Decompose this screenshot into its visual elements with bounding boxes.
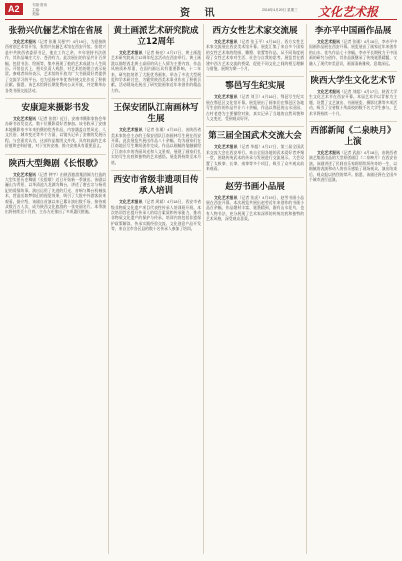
article-headline: 陕西大学生文化艺术节 xyxy=(310,76,396,87)
news-article xyxy=(5,26,106,94)
newspaper-masthead: 文化艺术报 xyxy=(318,5,379,19)
article-body xyxy=(5,173,106,216)
article-text: （记者 华超）4月17日，第三届全国武术交流大会在西安举行。来自全国各地的武术爱好者齐聚一堂，围绕传统武术的传承与发展进行交流展示。大会设置了太极拳、长拳、南拳等多个项目，吸引了众多观众前来观看。 xyxy=(206,145,304,172)
article-text: （记者 张瑾 吴曼宇）4月19日，为迎接陕西省创艺术馆开馆，张勃兴伉俪艺术馆在西安开馆。张勃兴是中共陕西省委原书记，他在工作之余，多年坚持书法创作，其作品端庄大方、苍劲有力。此次展出的作品共计百余幅，包括书法、绘画等，集中展现了他的艺术成就与人生阅历。开馆仪式上，相关负责人致辞，对艺术馆的建立表示祝贺。参观者纷纷表示，艺术馆的开放为广大书画爱好者提供了交流学习的平台，也为弘扬中华优秀传统文化作出了积极贡献。据悉，该艺术馆将长期免费向公众开放，并定期举办各类书画交流活动。 xyxy=(5,40,106,93)
news-article xyxy=(206,131,304,172)
article-headline: 第三届全国武术交流大会 xyxy=(208,131,302,142)
article-divider xyxy=(5,98,106,99)
article-divider xyxy=(206,126,304,127)
article-byline: 文化艺术报讯 xyxy=(214,195,238,200)
article-headline: 张勃兴伉俪艺术馆在省展 xyxy=(8,26,103,36)
article-headline: 王保安团队江南画林写生展 xyxy=(113,103,199,125)
edition-meta-line: 美编： xyxy=(32,12,43,16)
article-headline: 陕西大型舞剧《长恨歌》 xyxy=(8,158,103,169)
article-body xyxy=(309,90,397,117)
column-divider xyxy=(203,24,204,554)
article-body xyxy=(206,40,304,72)
article-divider xyxy=(111,170,201,171)
news-column xyxy=(309,24,397,554)
column-divider xyxy=(306,24,307,554)
article-body xyxy=(111,51,201,94)
article-byline: 文化艺术报讯 xyxy=(13,117,36,122)
news-column xyxy=(111,24,201,554)
article-byline: 文化艺术报讯 xyxy=(214,95,238,100)
article-divider xyxy=(206,76,304,77)
article-byline: 文化艺术报讯 xyxy=(119,128,143,133)
article-byline: 文化艺术报讯 xyxy=(119,51,143,55)
article-body xyxy=(206,95,304,122)
article-body xyxy=(5,117,106,149)
article-byline: 文化艺术报讯 xyxy=(214,40,238,44)
news-column xyxy=(5,24,106,554)
article-headline: 西安市省级非遗项目传承人培训 xyxy=(113,175,199,197)
article-divider xyxy=(111,98,201,99)
article-body xyxy=(5,40,106,94)
article-byline: 文化艺术报讯 xyxy=(214,145,238,150)
page-number-tag: A2 xyxy=(5,3,23,15)
article-text: （记者 张勃）近日，安康市摄影家协会举办新书首发仪式，数十位摄影爱好者参加。该书收录了安康本地摄影家多年来拍摄的优秀作品，内容涵盖自然风光、人文民俗、城市变迁等多个方面，以镜头记录了安康的发展历程。与会嘉宾认为，这部作品集图文并茂，具有较高的艺术价值和史料价值，对于宣传安康、推介安康具有重要意义。 xyxy=(5,117,106,149)
news-article xyxy=(309,126,397,183)
page-header xyxy=(0,0,402,20)
article-body xyxy=(309,40,397,67)
article-text: （记者 张玉平）4月16日，西方女性艺术家交流展在西安美术馆开幕。展览汇集了来自多个国家的女性艺术家的绘画、雕塑、装置等作品，从不同角度展现了女性艺术家对生活、社会与自我的思考。展览旨在搭建中西方艺术交流的桥梁，促进不同文化之间的相互理解与借鉴。展期为期一个月。 xyxy=(206,40,304,72)
article-byline: 文化艺术报讯 xyxy=(13,172,36,177)
news-article xyxy=(111,26,201,94)
article-divider xyxy=(309,71,397,72)
article-text: （记者 杨亮）4月17日，黄土画派艺术研究院成立12周年纪念活动在西安举行。黄土画派以描绘西北黄土高原的风土人情为主要内容，作品风格质朴厚重，在国内画坛具有重要影响。十二年来，研究院培养了大批优秀画家，举办了多次大型展览和学术研讨会，为繁荣陕西美术事业作出了积极贡献。活动现场还展出了研究院画家近年来创作的精品力作。 xyxy=(111,51,201,93)
section-name: 资 讯 xyxy=(180,8,221,19)
news-article xyxy=(206,81,304,122)
article-text: （记者 刘卫）4月16日，鄠邑写生纪实展在鄠邑区文化馆开幕。展览展出了画家们在鄠邑区各地写生创作的作品共计六十余幅，作品以鄠邑的山水田园、古村老巷为主要描绘对象，真实记录了当地的自然风貌和人文变迁，受到观众好评。 xyxy=(206,95,304,122)
article-text: （记者 周斌）4月18日，西安市省级非物质文化遗产项目代表性传承人培训班开班。本次培训旨在提升传承人的综合素质和传承能力，推动非物质文化遗产的保护与传承。培训内容包括非遗保护政策解读、传承实践经验交流、文化创意产品开发等，来自全市各区县的数十名传承人参加了培训。 xyxy=(111,200,201,232)
article-byline: 文化艺术报讯 xyxy=(13,40,37,44)
article-divider xyxy=(5,154,106,155)
article-byline: 文化艺术报讯 xyxy=(317,151,340,156)
article-headline: 黄土画派艺术研究院成立12周年 xyxy=(113,26,199,47)
news-article xyxy=(206,182,304,223)
article-byline: 文化艺术报讯 xyxy=(317,40,340,44)
news-article xyxy=(111,103,201,166)
article-text: （记者 刘超）4月17日，陕西大学生文化艺术节在西安开幕。本届艺术节以青春为主题，设置了文艺演出、书画展览、摄影比赛等多项活动，吸引了全省数十所高校的数千名大学生参与。艺术节将持续一个月。 xyxy=(309,90,397,116)
news-article xyxy=(5,159,106,216)
article-body xyxy=(111,200,201,232)
article-headline: 安康迎来摄影书发 xyxy=(21,103,90,114)
news-article xyxy=(309,26,397,67)
news-article xyxy=(309,76,397,117)
news-article xyxy=(206,26,304,72)
issue-date: 2016年4月20日 星期三 xyxy=(262,8,298,12)
article-text: （记者 张瑾）4月16日，李亦平中国画作品展在西安开幕。展览展出了画家近年来创作的山水、花鸟作品七十余幅。李亦平长期致力于中国画的研究与创作，其作品既继承了传统笔墨精髓，又融入了现代审美意识，画面清新雅致、意境深远。 xyxy=(309,40,397,66)
edition-meta-line: 主编： xyxy=(32,7,43,12)
article-divider xyxy=(206,177,304,178)
article-byline: 文化艺术报讯 xyxy=(317,90,340,95)
article-body xyxy=(111,128,201,166)
article-headline: 赵劳书画小品展 xyxy=(225,181,285,192)
edition-meta xyxy=(32,3,47,17)
article-text: （记者 武喆）4月18日，由陕西省演艺集团出品的大型原创剧目《二泉映月》在西安首演。该剧讲述了民间音乐家阿炳坎坷传奇的一生，以细腻的表演和动人的音乐感染了现场观众。演出结束后，观众报以热烈的掌声。据悉，该剧还将在全国多个城市进行巡演。 xyxy=(309,151,397,183)
article-byline: 文化艺术报讯 xyxy=(119,200,143,205)
article-text: （记者 钟宇）由陕西旅游集团倾力打造的大型实景历史舞剧《长恨歌》近日开始新一季演出。该剧以骊山为背景，以华清池九龙湖为舞台，讲述了唐玄宗与杨贵妃的爱情故事。演出运用了先进的灯光、音响与舞台机械技术，营造出如梦如幻的视觉效果，吸引了大批中外游客前来观看。据介绍，该剧自首演以来已累计演出数千场，接待观众数百万人次，成为陕西文化旅游的一张亮丽名片。本季演出将持续至十月底，主办方还推出了多项惠民措施。 xyxy=(5,172,106,215)
article-headline: 西方女性艺术家交流展 xyxy=(212,26,298,36)
article-divider xyxy=(309,121,397,122)
article-body xyxy=(206,196,304,223)
news-article xyxy=(111,175,201,232)
article-headline: 西部新闻《二泉映月》上演 xyxy=(310,126,396,148)
edition-meta-line: 专版·资讯 xyxy=(32,3,48,7)
article-headline: 李亦平中国画作品展 xyxy=(314,26,392,36)
news-column xyxy=(206,24,304,554)
article-text: （记者 张瑾）4月15日，由陕西省美术家协会主办的王保安团队江南画林写生展在西安开幕。此次展览共展出作品八十余幅，均为画家们在江南地区写生期间创作完成。作品以细腻的笔触描绘了江南水乡的秀丽风光和人文景观，展现了画家们扎实的写生功底和独特的艺术感悟。展览将持续至本月底。 xyxy=(111,128,201,165)
header-rule xyxy=(5,19,397,20)
column-divider xyxy=(108,24,109,554)
news-article xyxy=(5,103,106,149)
article-text: （记者 张虎）4月19日，赵劳书画小品展在西安开幕。本次展览共展出赵劳近年来创作的书画小品百余幅，作品题材丰富、笔墨精到，既有山水花鸟，也有人物书法，充分展现了艺术家深厚的传统功底和独特的艺术风格，深受观众喜爱。 xyxy=(206,195,304,222)
article-headline: 鄠邑写生纪实展 xyxy=(225,81,285,92)
article-body xyxy=(309,151,397,183)
article-body xyxy=(206,145,304,172)
